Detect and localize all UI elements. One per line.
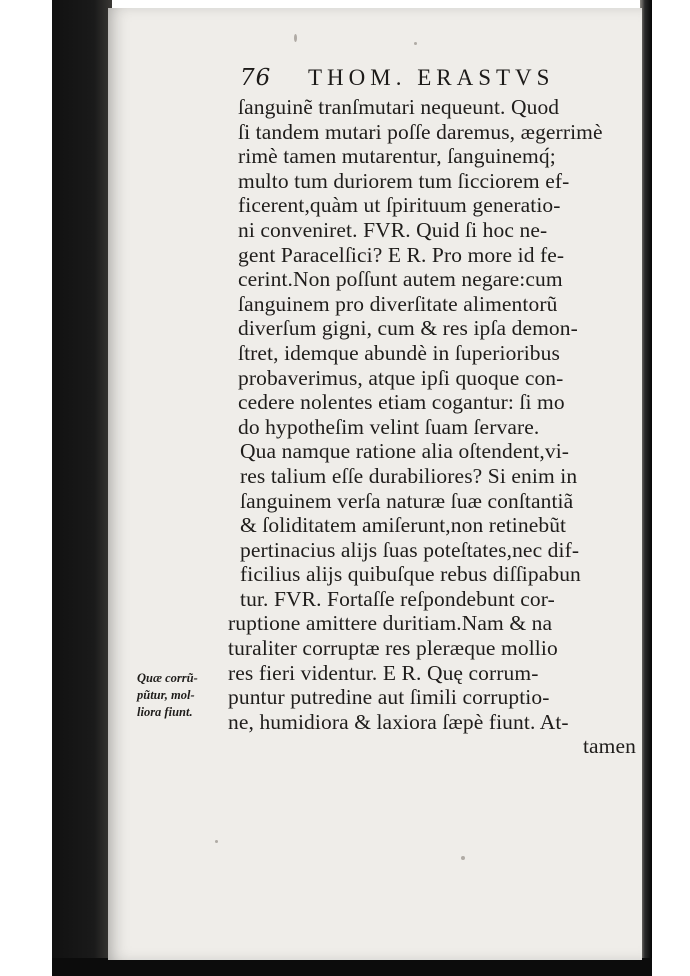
- text-line: Qua namque ratione alia oſtendent,vi-: [240, 439, 570, 464]
- text-line: diverſum gigni, cum & res ipſa demon-: [238, 316, 578, 341]
- ink-speck: [215, 840, 218, 843]
- text-line: rimè tamen mutarentur, ſanguinemq́;: [238, 144, 556, 169]
- text-line: ficerent,quàm ut ſpirituum generatio-: [238, 193, 561, 218]
- text-line: ne, humidiora & laxiora ſæpè fiunt. At-: [228, 709, 569, 734]
- running-title: THOM. ERASTVS: [308, 65, 555, 90]
- text-line: ruptione amittere duritiam.Nam & na: [228, 611, 553, 636]
- ink-speck: [414, 42, 417, 45]
- text-line: do hypotheſim velint ſuam ſervare.: [238, 414, 540, 439]
- page-number: 76: [240, 65, 272, 91]
- text-line: tur. FVR. Fortaſſe reſpondebunt cor-: [240, 586, 555, 611]
- bottom-shadow: [52, 958, 652, 976]
- text-line: cerint.Non poſſunt autem negare:cum: [238, 267, 563, 292]
- ink-speck: [294, 34, 297, 42]
- ink-speck: [461, 856, 465, 860]
- marginal-note-line: pũtur, mol-: [137, 688, 195, 702]
- text-line: & ſoliditatem amiſerunt,non retinebũt: [240, 513, 567, 538]
- text-line: ſi tandem mutari poſſe daremus, ægerrimè: [238, 119, 603, 144]
- body-text: [228, 95, 648, 759]
- text-line: res talium eſſe durabiliores? Si enim in: [240, 463, 578, 488]
- text-line: ficilius alijs quibuſque rebus diſſipabun: [240, 562, 581, 587]
- text-line: ni conveniret. FVR. Quid ſi hoc ne-: [238, 217, 548, 242]
- text-line: puntur putredine aut ſimili corruptio-: [228, 685, 550, 710]
- text-line: ſanguinem verſa naturæ ſuæ conſtantiã: [240, 488, 574, 513]
- left-binding-shadow: [52, 0, 112, 976]
- text-line: turaliter corruptæ res pleræque mollio: [228, 636, 558, 661]
- text-line: ſtret, idemque abundè in ſuperioribus: [238, 340, 560, 365]
- text-line: ſanguinem pro diverſitate alimentorũ: [238, 291, 558, 316]
- page-header: [240, 62, 640, 94]
- text-line: gent Paracelſici? E R. Pro more id fe-: [238, 242, 565, 267]
- text-line: res fieri videntur. E R. Quę corrum-: [228, 660, 539, 685]
- marginal-note-line: Quæ corrũ-: [137, 671, 198, 685]
- text-line: probaverimus, atque ipſi quoque con-: [238, 365, 564, 390]
- text-line: cedere nolentes etiam cogantur: ſi mo: [238, 390, 565, 415]
- catchword: tamen: [582, 734, 636, 759]
- marginal-note: [137, 670, 229, 721]
- text-line: pertinacius alijs ſuas poteſtates,nec dif-: [240, 537, 580, 562]
- text-line: multo tum duriorem tum ſicciorem ef-: [238, 168, 570, 193]
- show-through-text: [235, 812, 575, 828]
- marginal-note-line: liora fiunt.: [137, 705, 193, 719]
- text-line: ſanguinẽ tranſmutari nequeunt. Quod: [238, 95, 560, 119]
